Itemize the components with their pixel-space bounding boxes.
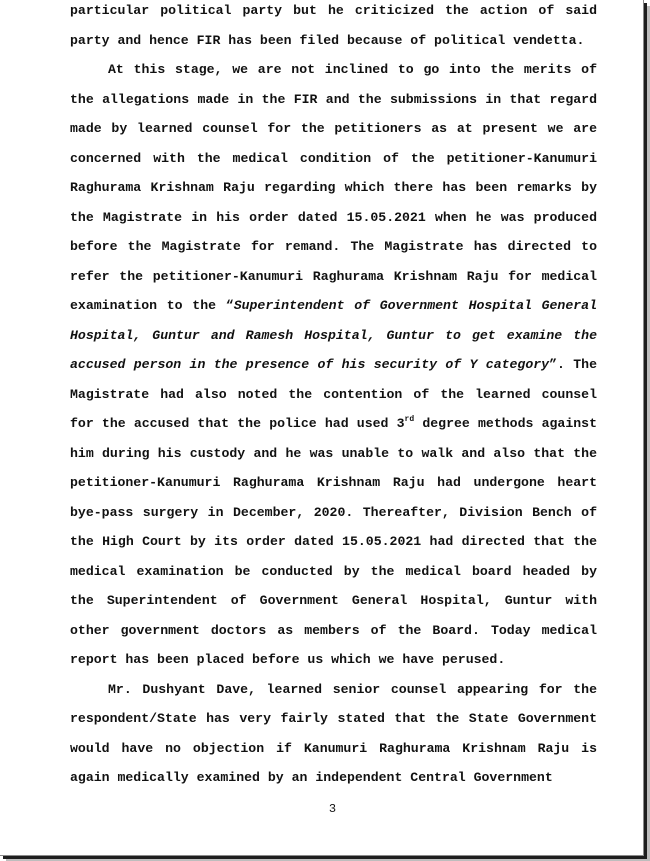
paragraph-2-text-middle: ”. The Magistrate had also noted the contention of the learned counsel for the accused that the police had used 3	[70, 357, 598, 431]
paragraph-1: particular political party but he criticized the action of said party and hence FIR has been filed because of political vendetta.	[70, 3, 597, 48]
quoted-direction: Superintendent of Government Hospital General Hospital, Guntur and Ramesh Hospital, Guntur to get examine the accused person in the presence of his security of Y category	[70, 298, 598, 372]
paragraph-2	[70, 55, 597, 675]
document-body	[70, 0, 597, 793]
paragraph-3: Mr. Dushyant Dave, learned senior counsel appearing for the respondent/State has very fairly stated that the State Government would have no objection if Kanumuri Raghurama Krishnam Raju is again medically examined by an independent Central Government	[70, 681, 597, 785]
paragraph-2-text-end: degree methods against him during his custody and he was unable to walk and also that the petitioner-Kanumuri Raghurama Krishnam Raju had undergone heart bye-pass surgery in December, 2020. Thereafter, Division Bench of the High Court by its order dated 15.05.2021 had directed that the medical examination be conducted by the medical board headed by the Superintendent of Government General Hospital, Guntur with other government doctors as members of the Board. Today medical report has been placed before us which we have perused.	[70, 416, 597, 667]
page-number: 3	[328, 802, 337, 816]
paragraph-2-text-start: At this stage, we are not inclined to go into the merits of the allegations made in the FIR and the submissions in that regard made by learned counsel for the petitioners as at present we are concerned with the medical condition of the petitioner-Kanumuri Raghurama Krishnam Raju regarding which there has been remarks by the Magistrate in his order dated 15.05.2021 when he was produced before the Magistrate for remand. The Magistrate has directed to refer the petitioner-Kanumuri Raghurama Krishnam Raju for medical examination to the “	[70, 62, 597, 313]
ordinal-superscript: rd	[404, 414, 415, 424]
